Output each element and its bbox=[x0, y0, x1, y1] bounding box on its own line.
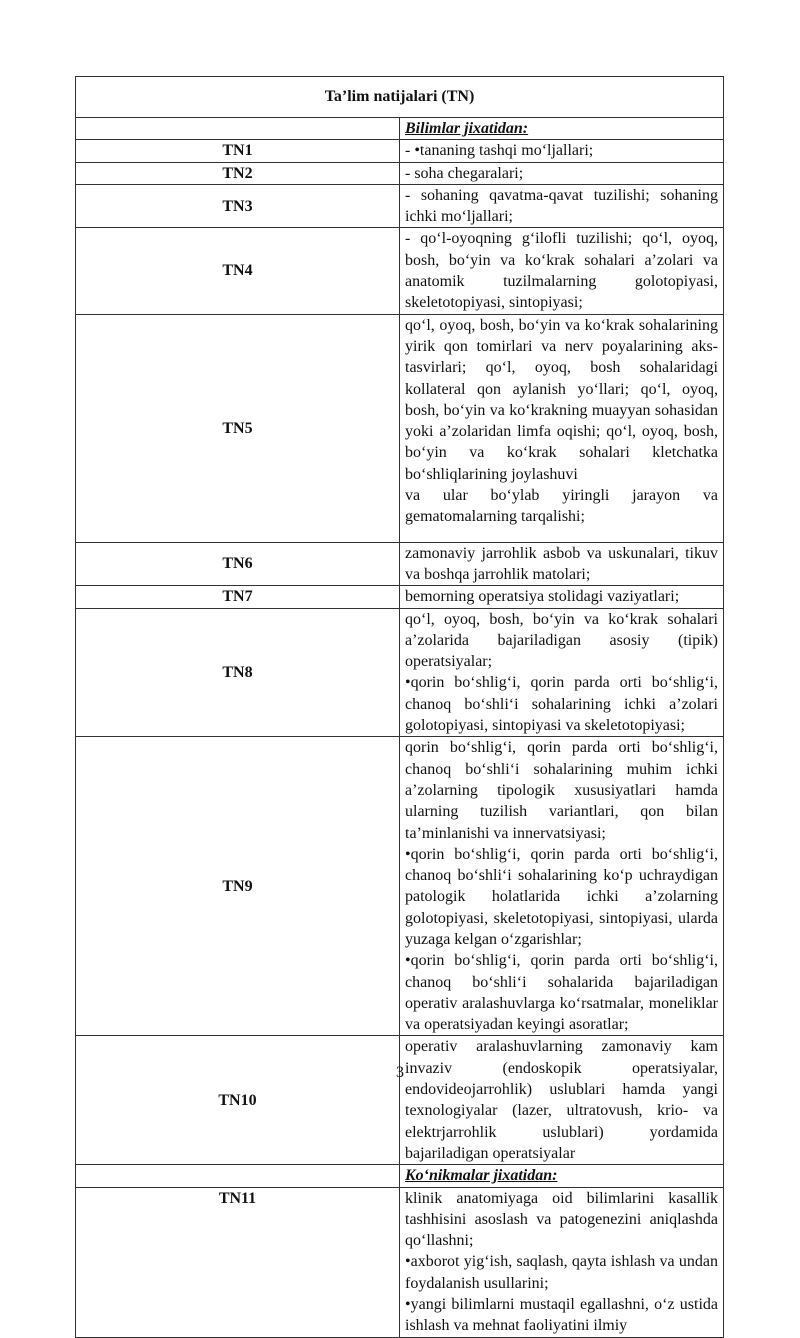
table-row bbox=[76, 184, 724, 228]
table-row bbox=[76, 140, 724, 162]
outcome-line: •qorin bo‘shlig‘i, qorin parda orti bo‘shlig‘i, chanoq bo‘shli‘i sohalarida bajariladigan operativ aralashuvlarga ko‘rsatmalar, moneliklar va operatsiyadan keyingi asoratlar; bbox=[405, 952, 718, 1034]
empty-cell bbox=[76, 1165, 400, 1187]
learning-outcomes-table bbox=[75, 76, 724, 1338]
outcome-line: klinik anatomiyaga oid bilimlarini kasallik tashhisini asoslash va patogenezini aniqlashda qo‘llashni; bbox=[405, 1189, 718, 1250]
outcome-line: zamonaviy jarrohlik asbob va uskunalari, tikuv va boshqa jarrohlik matolari; bbox=[405, 544, 718, 583]
outcome-line: - •tananing tashqi mo‘ljallari; bbox=[405, 142, 594, 160]
section-knowledge-heading: Bilimlar jixatidan: bbox=[400, 118, 724, 140]
outcome-text bbox=[400, 162, 724, 184]
outcome-text bbox=[400, 1187, 724, 1337]
outcome-code: TN3 bbox=[76, 184, 400, 228]
outcome-line: - qo‘l-oyoqning g‘ilofli tuzilishi; qo‘l, oyoq, bosh, bo‘yin va ko‘krak sohalari a’zolari va anatomik tuzilmalarning golotopiyasi, skeletotopiyasi, sintopiyasi; bbox=[405, 230, 718, 312]
spacer bbox=[405, 528, 718, 542]
outcome-line: bemorning operatsiya stolidagi vaziyatlari; bbox=[405, 588, 680, 606]
outcome-text bbox=[400, 608, 724, 737]
table-row bbox=[76, 314, 724, 542]
table-title-row bbox=[76, 77, 724, 118]
outcome-code: TN2 bbox=[76, 162, 400, 184]
outcome-text bbox=[400, 314, 724, 542]
outcome-line: - sohaning qavatma-qavat tuzilishi; sohaning ichki mo‘ljallari; bbox=[405, 186, 718, 226]
page-number: 3 bbox=[396, 1064, 404, 1081]
table-row bbox=[76, 1187, 724, 1337]
outcome-line: qorin bo‘shlig‘i, qorin parda orti bo‘shlig‘i, chanoq bo‘shli‘i sohalarining muhim ichki a’zolarning tipologik xususiyatlari hamda ularning tuzilish variantlari, qon bilan ta’minlanishi va innervatsiyasi; bbox=[405, 739, 718, 842]
outcome-text bbox=[400, 184, 724, 228]
table-row bbox=[76, 228, 724, 314]
table-row bbox=[76, 608, 724, 737]
table-title: Ta’lim natijalari (TN) bbox=[76, 77, 724, 118]
table-row bbox=[76, 1036, 724, 1165]
outcome-text bbox=[400, 1036, 724, 1165]
outcome-line: •qorin bo‘shlig‘i, qorin parda orti bo‘shlig‘i, chanoq bo‘shli‘i sohalarining ko‘p uchraydigan patologik holatlarida ichki a’zolarning golotopiyasi, skeletotopiyasi, sintopiyasi, ularda yuzaga kelgan o‘zgarishlar; bbox=[405, 845, 718, 948]
outcome-text bbox=[400, 737, 724, 1036]
outcome-code: TN1 bbox=[76, 140, 400, 162]
outcome-code: TN11 bbox=[76, 1187, 400, 1337]
outcome-text bbox=[400, 586, 724, 608]
outcome-line: qo‘l, oyoq, bosh, bo‘yin va ko‘krak sohalari a’zolarida bajariladigan asosiy (tipik) operatsiyalar; bbox=[405, 610, 718, 671]
outcome-code: TN10 bbox=[76, 1036, 400, 1165]
outcome-line: qo‘l, oyoq, bosh, bo‘yin va ko‘krak sohalarining yirik qon tomirlari va nerv poyalarining aks-tasvirlari; qo‘l, oyoq, bosh sohalaridagi kollateral qon aylanish yo‘llari; qo‘l, oyoq, bosh, bo‘yin va ko‘krakning muayyan sohasidan yoki a’zolaridan limfa oqishi; qo‘l, oyoq, bosh, bo‘yin va ko‘krak sohalari kletchatka bo‘shliqlarining joylashuvi bbox=[405, 316, 718, 483]
table-row bbox=[76, 737, 724, 1036]
table-row bbox=[76, 162, 724, 184]
learning-outcomes-table-wrapper bbox=[75, 76, 724, 1338]
outcome-line: operativ aralashuvlarning zamonaviy kam invaziv (endoskopik operatsiyalar, endovideojarrohlik) uslublari hamda yangi texnologiyalar (lazer, ultratovush, krio- va elektrjarrohlik uslublari) yordamida bajariladigan operatsiyalar bbox=[405, 1038, 718, 1162]
outcome-code: TN4 bbox=[76, 228, 400, 314]
empty-cell bbox=[76, 118, 400, 140]
outcome-line: - soha chegaralari; bbox=[405, 164, 524, 182]
section-row-skills bbox=[76, 1165, 724, 1187]
table-row bbox=[76, 542, 724, 586]
outcome-code: TN6 bbox=[76, 542, 400, 586]
outcome-text bbox=[400, 140, 724, 162]
outcome-code: TN5 bbox=[76, 314, 400, 542]
outcome-line: •axborot yig‘ish, saqlash, qayta ishlash va undan foydalanish usullarini; bbox=[405, 1253, 718, 1292]
outcome-line: •yangi bilimlarni mustaqil egallashni, o‘z ustida ishlash va mehnat faoliyatini ilmiy bbox=[405, 1296, 718, 1335]
outcome-text bbox=[400, 228, 724, 314]
outcome-code: TN9 bbox=[76, 737, 400, 1036]
outcome-line: •qorin bo‘shlig‘i, qorin parda orti bo‘shlig‘i, chanoq bo‘shli‘i sohalarining ichki a’zolari golotopiyasi, sintopiyasi va skeletotopiyasi; bbox=[405, 674, 718, 735]
table-row bbox=[76, 586, 724, 608]
section-row-knowledge bbox=[76, 118, 724, 140]
outcome-line: va ular bo‘ylab yiringli jarayon va gematomalarning tarqalishi; bbox=[405, 487, 718, 526]
outcome-code: TN7 bbox=[76, 586, 400, 608]
outcome-text bbox=[400, 542, 724, 586]
section-skills-heading: Ko‘nikmalar jixatidan: bbox=[400, 1165, 724, 1187]
outcome-code: TN8 bbox=[76, 608, 400, 737]
